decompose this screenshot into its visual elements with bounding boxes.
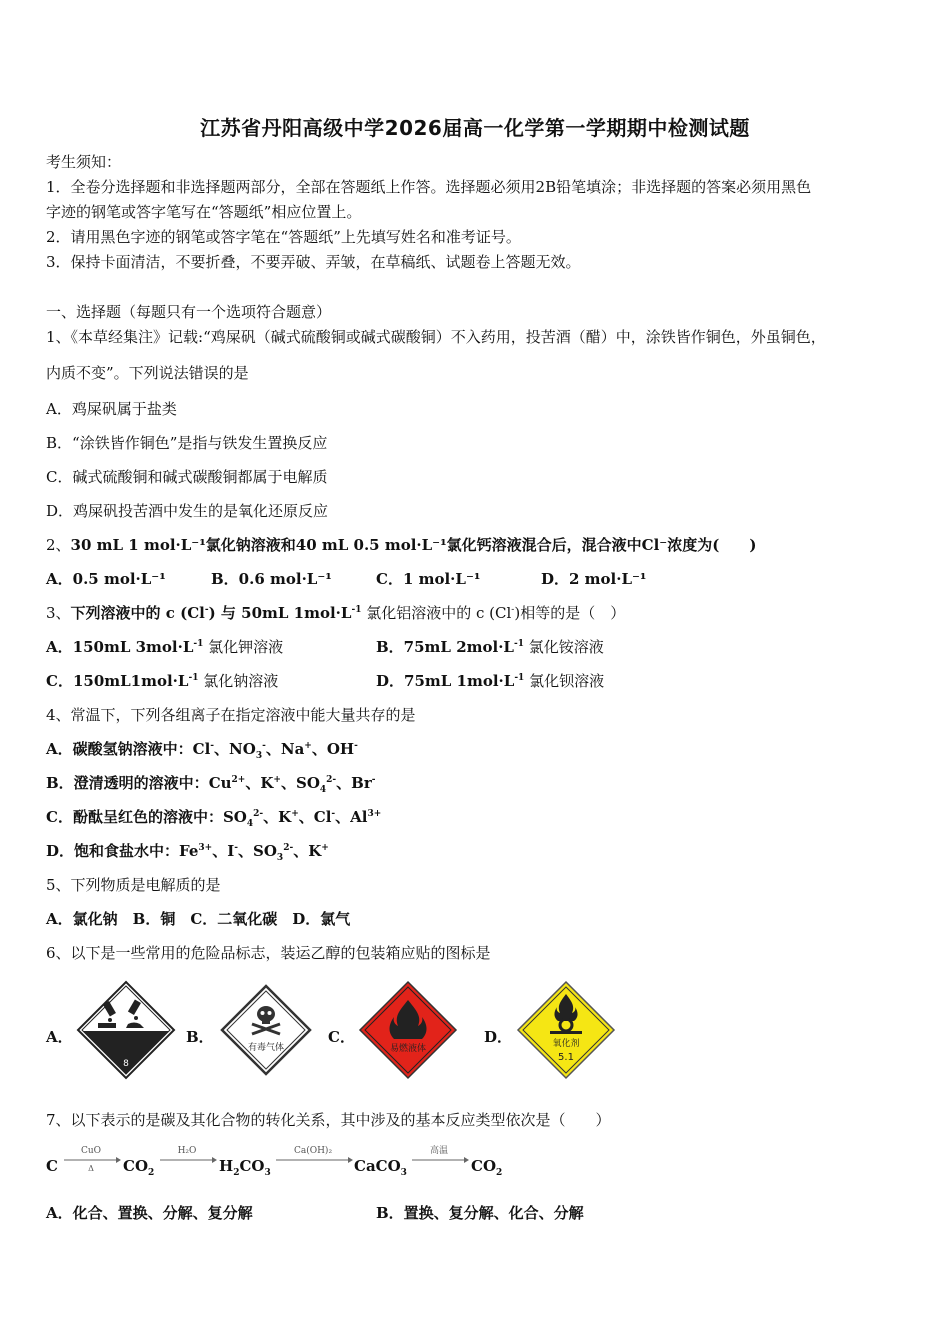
q3-text-3: 氯化铝溶液中的 c (Cl (361, 604, 512, 622)
q1-stem-b: 内质不变”。下列说法错误的是 (46, 364, 249, 382)
q3-sup-1: - (204, 605, 209, 615)
section-heading: 一、选择题（每题只有一个选项符合题意） (46, 303, 332, 321)
notice-heading: 考生须知： (46, 153, 122, 171)
q4-option-d: D．饱和食盐水中：$Fe^{3+}$、I-、$SO_3^{2-}$、K+ (46, 842, 329, 863)
q7-stem: 7、以下表示的是碳及其化合物的转化关系，其中涉及的基本反应类型依次是（ ） (46, 1111, 611, 1129)
q1-option-a: A．鸡屎矾属于盐类 (46, 400, 177, 418)
q6-option-a: A． (46, 1028, 73, 1046)
q4-option-c: C．酚酞呈红色的溶液中：$SO_4^{2-}$、K+、Cl-、$Al^{3+}$ (46, 808, 382, 829)
q6-option-d: D． (484, 1028, 513, 1046)
page-title: 江苏省丹阳高级中学2026届高一化学第一学期期中检测试题 (200, 116, 750, 140)
flammable-liquid-sign-icon (358, 980, 458, 1080)
q2-stem (46, 535, 756, 555)
q3-sup-2: -1 (351, 605, 362, 615)
q5-stem: 5、下列物质是电解质的是 (46, 876, 221, 894)
q7-option-a: A．化合、置换、分解、复分解 (46, 1204, 253, 1222)
svg-text:易燃液体: 易燃液体 (389, 1044, 427, 1054)
q3-option-a: A．150mL $3mol\cdot L^{-1}$ 氯化钾溶液 (46, 638, 284, 656)
arrow-4-icon (408, 1143, 470, 1175)
q4-stem: 4、常温下，下列各组离子在指定溶液中能大量共存的是 (46, 706, 416, 724)
svg-text:Ca(OH)₂: Ca(OH)₂ (293, 1146, 333, 1156)
notice-item-2: 2．请用黑色字迹的钢笔或答字笔在“答题纸”上先填写姓名和准考证号。 (46, 228, 521, 246)
svg-text:8: 8 (123, 1059, 129, 1069)
q6-option-c: C． (328, 1028, 355, 1046)
q4-option-a: A．碳酸氢钠溶液中：Cl-、$NO_3^-$、Na+、OH- (46, 740, 358, 761)
q2-option-b: B．0.6 mol·L⁻¹ (211, 570, 332, 588)
arrow-2-icon (156, 1143, 218, 1175)
arrow-3-icon (272, 1143, 354, 1175)
q7-reaction-chain (46, 1143, 646, 1183)
q1-option-d: D．鸡屎矾投苦酒中发生的是氧化还原反应 (46, 502, 329, 520)
q1-option-c: C．碱式硫酸铜和碱式碳酸铜都属于电解质 (46, 468, 328, 486)
notice-item-3: 3．保持卡面清洁，不要折叠，不要弄破、弄皱，在草稿纸、试题卷上答题无效。 (46, 253, 581, 271)
svg-text:5.1: 5.1 (558, 1052, 574, 1063)
oxidizer-sign-icon (516, 980, 616, 1080)
q4-option-b: B．澄清透明的溶液中：$Cu^{2+}$、K+、$SO_4^{2-}$、Br- (46, 774, 376, 795)
toxic-gas-sign-icon (216, 980, 316, 1080)
species-c: C (46, 1157, 58, 1175)
q3-text-1: 下列溶液中的 c (Cl (70, 604, 205, 622)
species-co2-2: $CO_2$ (471, 1157, 503, 1178)
species-caco3: CaCO$_3$ (354, 1157, 407, 1178)
q2-number: 2、 (46, 536, 71, 554)
q2-option-d: D．2 mol·L⁻¹ (541, 570, 647, 588)
notice-item-1b: 字迹的钢笔或答字笔写在“答题纸”相应位置上。 (46, 203, 362, 221)
q3-sup-3: - (511, 605, 515, 615)
q3-number: 3、 (46, 604, 71, 622)
svg-text:氧化剂: 氧化剂 (552, 1039, 580, 1049)
q5-options: A．氯化钠 B．铜 C．二氧化碳 D．氯气 (46, 910, 351, 928)
q3-option-d: D．75mL $1mol\cdot L^{-1}$ 氯化钡溶液 (376, 672, 605, 690)
svg-text:有毒气体: 有毒气体 (247, 1043, 285, 1053)
q6-option-b: B． (186, 1028, 214, 1046)
q7-option-b: B．置换、复分解、化合、分解 (376, 1204, 584, 1222)
q3-text-2: ) 与 50mL 1mol·L (208, 604, 352, 622)
q2-option-a: A．0.5 mol·L⁻¹ (46, 570, 166, 588)
q6-stem: 6、以下是一些常用的危险品标志，装运乙醇的包装箱应贴的图标是 (46, 944, 491, 962)
q3-option-c: C．$150mL1mol\cdot L^{-1}$ 氯化钠溶液 (46, 672, 279, 690)
arrow-1-icon (60, 1143, 122, 1175)
svg-text:CuO: CuO (80, 1146, 102, 1156)
svg-text:高温: 高温 (429, 1146, 449, 1156)
q2-option-c: C．1 mol·L⁻¹ (376, 570, 481, 588)
species-h2co3: $H_2CO_3$ (219, 1157, 271, 1178)
species-co2-1: $CO_2$ (123, 1157, 155, 1178)
corrosive-sign-icon (76, 980, 176, 1080)
svg-text:H₂O: H₂O (177, 1146, 197, 1156)
q2-text: 30 mL 1 mol·L⁻¹氯化钠溶液和40 mL 0.5 mol·L⁻¹氯化钙溶液混合后，混合液中Cl⁻浓度为( ) (70, 536, 757, 554)
q3-stem (46, 603, 625, 623)
q1-option-b: B．“涂铁皆作铜色”是指与铁发生置换反应 (46, 434, 328, 452)
svg-text:Δ: Δ (88, 1164, 94, 1173)
q6-hazard-signs (46, 980, 906, 1085)
q1-stem-a: 1、《本草经集注》记载:“鸡屎矾（碱式硫酸铜或碱式碳酸铜）不入药用，投苦酒（醋）中，涂铁皆作铜色，外虽铜色， (46, 328, 826, 346)
notice-item-1a: 1．全卷分选择题和非选择题两部分，全部在答题纸上作答。选择题必须用2B铅笔填涂；非选择题的答案必须用黑色 (46, 178, 812, 196)
q3-option-b: B．75mL $2mol\cdot L^{-1}$ 氯化铵溶液 (376, 638, 604, 656)
q3-text-4: )相等的是（ ） (514, 604, 626, 622)
